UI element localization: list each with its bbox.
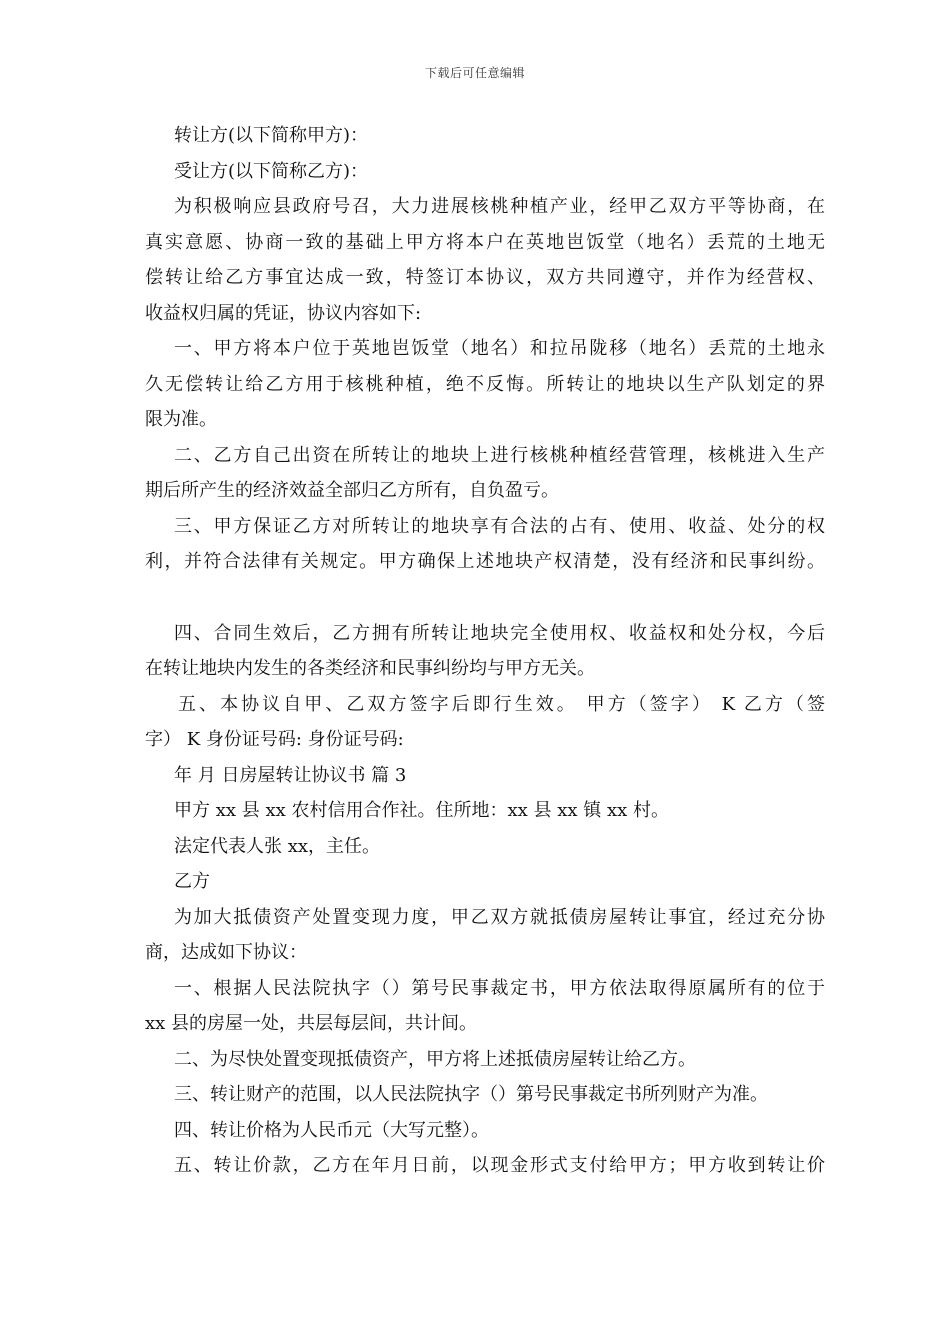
- paragraph-line: 受让方(以下简称乙方)：: [174, 160, 369, 182]
- paragraph-line: 为加大抵债资产处置变现力度，甲乙双方就抵债房屋转让事宜，经过充分协: [174, 906, 825, 928]
- paragraph-line: 为积极响应县政府号召，大力进展核桃种植产业，经甲乙双方平等协商，在: [174, 196, 825, 217]
- document-body: [145, 118, 825, 1184]
- paragraph-line: 二、乙方自己出资在所转让的地块上进行核桃种植经营管理，核桃进入生产: [174, 444, 825, 466]
- paragraph-line: 商，达成如下协议：: [145, 942, 307, 963]
- paragraph-line: xx 县的房屋一处，共层每层间，共计间。: [145, 1013, 478, 1034]
- paragraph-line: 利，并符合法律有关规定。甲方确保上述地块产权清楚，没有经济和民事纠纷。: [145, 551, 825, 572]
- paragraph-line: 字） K 身份证号码: 身份证号码:: [145, 729, 404, 750]
- paragraph-line: 五、本协议自甲、乙双方签字后即行生效。 甲方（签字） K 乙方（签: [178, 693, 825, 715]
- paragraph-line: 五、转让价款，乙方在年月日前，以现金形式支付给甲方；甲方收到转让价: [174, 1155, 825, 1176]
- paragraph-line: 三、甲方保证乙方对所转让的地块享有合法的占有、使用、收益、处分的权: [174, 515, 825, 537]
- paragraph-line: 在转让地块内发生的各类经济和民事纠纷均与甲方无关。: [145, 658, 595, 679]
- paragraph-line: 法定代表人张 xx，主任。: [174, 835, 381, 857]
- paragraph-line: 三、转让财产的范围，以人民法院执字（）第号民事裁定书所列财产为准。: [174, 1084, 768, 1105]
- paragraph-line: 限为准。: [145, 409, 217, 430]
- paragraph-line: 真实意愿、协商一致的基础上甲方将本户在英地岜饭堂（地名）丢荒的土地无: [145, 231, 825, 253]
- paragraph-line: 一、根据人民法院执字（）第号民事裁定书，甲方依法取得原属所有的位于: [174, 977, 825, 999]
- paragraph-gap: [145, 580, 825, 616]
- paragraph-line: 久无偿转让给乙方用于核桃种植，绝不反悔。所转让的地块以生产队划定的界: [145, 373, 825, 395]
- paragraph-line: 二、为尽快处置变现抵债资产，甲方将上述抵债房屋转让给乙方。: [174, 1048, 696, 1070]
- paragraph-line: 乙方: [174, 871, 210, 892]
- section-heading: 年 月 日房屋转让协议书 篇 3: [174, 764, 407, 786]
- paragraph-line: 甲方 xx 县 xx 农村信用合作社。住所地：xx 县 xx 镇 xx 村。: [174, 800, 670, 821]
- paragraph-line: 期后所产生的经济效益全部归乙方所有，自负盈亏。: [145, 480, 559, 501]
- paragraph-line: 偿转让给乙方事宜达成一致，特签订本协议，双方共同遵守，并作为经营权、: [145, 267, 825, 288]
- paragraph-line: 一、甲方将本户位于英地岜饭堂（地名）和拉吊陇移（地名）丢荒的土地永: [174, 338, 825, 359]
- paragraph-line: 四、转让价格为人民币元（大写元整）。: [174, 1119, 489, 1141]
- paragraph-line: 四、合同生效后，乙方拥有所转让地块完全使用权、收益权和处分权，今后: [174, 622, 825, 644]
- paragraph-line: 收益权归属的凭证，协议内容如下:: [145, 302, 422, 324]
- paragraph-line: 转让方(以下简称甲方)：: [174, 125, 369, 146]
- page-header: 下载后可任意编辑: [424, 66, 525, 80]
